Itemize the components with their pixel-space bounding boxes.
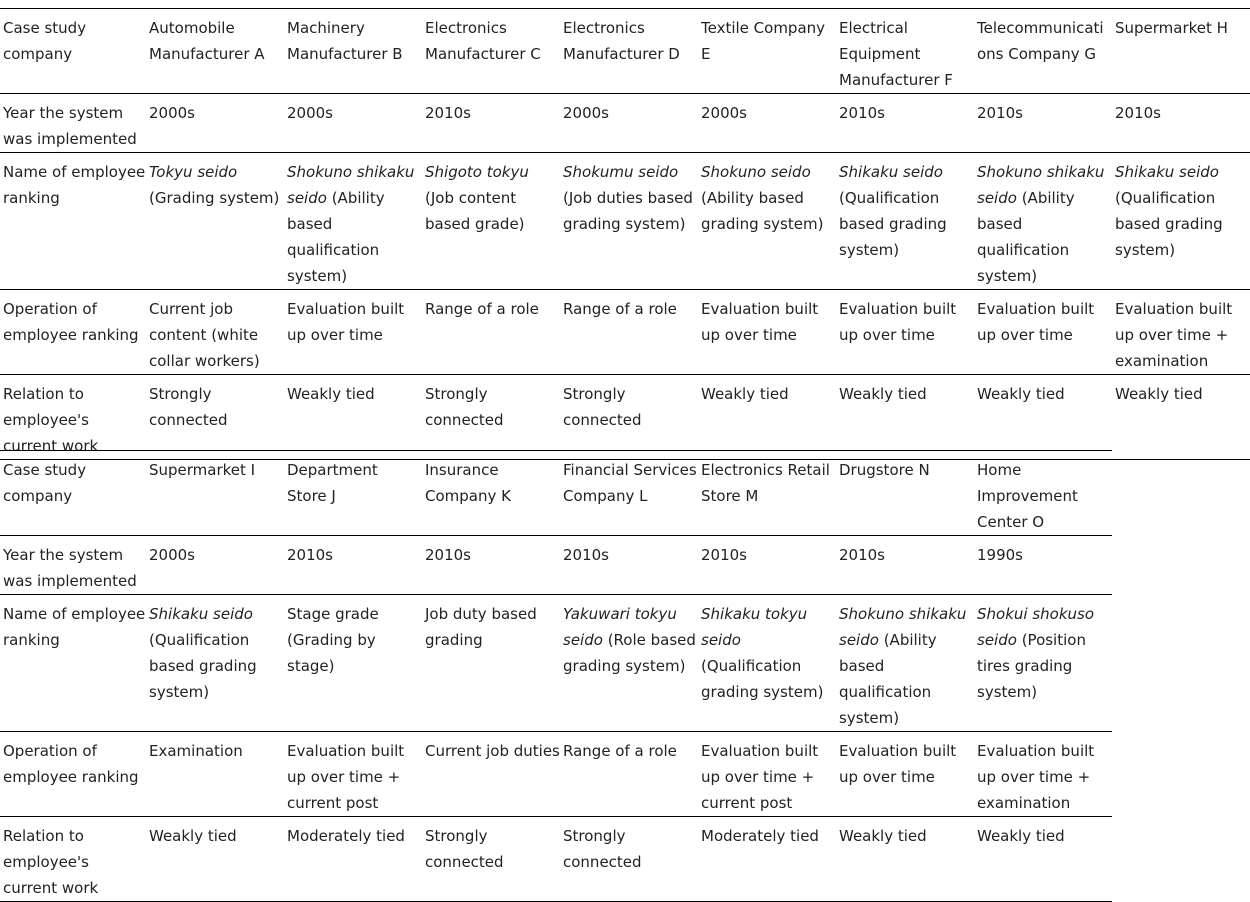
row-label: Case study company	[3, 19, 87, 63]
year-cell: 2000s	[563, 104, 609, 122]
year-cell: 2000s	[701, 104, 747, 122]
ranking-table-part-2	[0, 450, 1112, 902]
row-operation	[0, 290, 1250, 375]
relation-cell: Weakly tied	[149, 827, 237, 845]
ranking-gloss: (Qualification based grading system)	[149, 631, 257, 701]
row-operation	[0, 732, 1112, 817]
ranking-gloss: (Job content based grade)	[425, 189, 525, 233]
ranking-table-part-1	[0, 8, 1250, 460]
operation-cell: Examination	[149, 742, 243, 760]
row-label: Operation of employee ranking	[3, 300, 139, 344]
company-header: Supermarket I	[149, 461, 256, 479]
year-cell: 2000s	[149, 104, 195, 122]
ranking-term: Shikaku seido	[149, 605, 253, 623]
operation-cell: Current job duties	[425, 742, 560, 760]
ranking-term: Tokyu seido	[149, 163, 238, 181]
year-cell: 2010s	[701, 546, 747, 564]
row-name	[0, 595, 1112, 732]
ranking-term: Shokuno shikaku seido	[977, 163, 1105, 207]
relation-cell: Weakly tied	[839, 385, 927, 403]
row-label: Year the system was implemented	[3, 104, 137, 148]
year-cell: 1990s	[977, 546, 1023, 564]
relation-cell: Strongly connected	[563, 385, 642, 429]
ranking-term: Shikaku seido	[839, 163, 943, 181]
company-header: Electrical Equipment Manufacturer F	[839, 19, 953, 89]
relation-cell: Strongly connected	[563, 827, 642, 871]
operation-cell: Evaluation built up over time + examination	[1115, 300, 1233, 370]
name-cell	[560, 153, 698, 290]
operation-cell: Evaluation built up over time + examination	[977, 742, 1095, 812]
year-cell: 2000s	[149, 546, 195, 564]
operation-cell: Evaluation built up over time	[701, 300, 819, 344]
year-cell: 2010s	[287, 546, 333, 564]
row-relation	[0, 375, 1250, 460]
operation-cell: Range of a role	[563, 742, 677, 760]
row-label: Name of employee ranking	[3, 605, 146, 649]
ranking-term: Shikaku seido	[1115, 163, 1219, 181]
relation-cell: Weakly tied	[839, 827, 927, 845]
year-cell: 2010s	[977, 104, 1023, 122]
operation-cell: Evaluation built up over time + current post	[701, 742, 819, 812]
company-header: Electronics Manufacturer C	[425, 19, 541, 63]
company-header: Machinery Manufacturer B	[287, 19, 403, 63]
ranking-gloss: (Qualification grading system)	[701, 657, 824, 701]
row-label: Case study company	[3, 461, 87, 505]
name-cell	[698, 595, 836, 732]
name-cell	[284, 153, 422, 290]
row-company	[0, 9, 1250, 94]
ranking-gloss: (Role based grading system)	[563, 631, 696, 675]
ranking-gloss: (Ability based qualification system)	[977, 189, 1075, 285]
relation-cell: Strongly connected	[425, 385, 504, 429]
relation-cell: Weakly tied	[977, 385, 1065, 403]
ranking-term: Shigoto tokyu	[425, 163, 529, 181]
company-header: Home Improvement Center O	[977, 461, 1078, 531]
company-header: Financial Services Company L	[563, 461, 697, 505]
ranking-term: Shikaku tokyu seido	[701, 605, 808, 649]
row-year	[0, 94, 1250, 153]
ranking-term: Shokuno shikaku seido	[287, 163, 415, 207]
ranking-gloss: (Ability based qualification system)	[287, 189, 385, 285]
operation-cell: Current job content (white collar workers)	[149, 300, 260, 370]
ranking-gloss: (Job duties based grading system)	[563, 189, 693, 233]
row-year	[0, 536, 1112, 595]
row-label: Operation of employee ranking	[3, 742, 139, 786]
ranking-gloss: (Qualification based grading system)	[839, 189, 947, 259]
year-cell: 2010s	[563, 546, 609, 564]
name-cell	[422, 153, 560, 290]
company-header: Insurance Company K	[425, 461, 511, 505]
name-cell	[974, 153, 1112, 290]
relation-cell: Moderately tied	[701, 827, 819, 845]
ranking-term: Shokuno shikaku seido	[839, 605, 967, 649]
operation-cell: Evaluation built up over time	[839, 300, 957, 344]
year-cell: 2010s	[425, 104, 471, 122]
relation-cell: Weakly tied	[1115, 385, 1203, 403]
year-cell: 2010s	[839, 104, 885, 122]
company-header: Drugstore N	[839, 461, 930, 479]
company-header: Automobile Manufacturer A	[149, 19, 265, 63]
name-cell	[974, 595, 1112, 732]
row-relation	[0, 817, 1112, 902]
row-company	[0, 451, 1112, 536]
row-label: Relation to employee's current work	[3, 385, 99, 455]
company-header: Electronics Retail Store M	[701, 461, 830, 505]
company-header: Telecommunications Company G	[977, 19, 1104, 63]
year-cell: 2000s	[287, 104, 333, 122]
name-cell	[146, 595, 284, 732]
operation-cell: Range of a role	[425, 300, 539, 318]
relation-cell: Strongly connected	[149, 385, 228, 429]
name-cell	[284, 595, 422, 732]
name-cell	[836, 595, 974, 732]
name-cell	[1112, 153, 1250, 290]
operation-cell: Evaluation built up over time	[977, 300, 1095, 344]
row-label: Relation to employee's current work	[3, 827, 99, 897]
company-header: Electronics Manufacturer D	[563, 19, 680, 63]
ranking-gloss: Stage grade (Grading by stage)	[287, 605, 379, 675]
operation-cell: Range of a role	[563, 300, 677, 318]
relation-cell: Moderately tied	[287, 827, 405, 845]
ranking-term: Shokui shokuso seido	[977, 605, 1095, 649]
company-header: Department Store J	[287, 461, 378, 505]
row-name	[0, 153, 1250, 290]
name-cell	[560, 595, 698, 732]
operation-cell: Evaluation built up over time + current post	[287, 742, 405, 812]
company-header: Textile Company E	[701, 19, 826, 63]
year-cell: 2010s	[425, 546, 471, 564]
ranking-gloss: (Qualification based grading system)	[1115, 189, 1223, 259]
row-label: Year the system was implemented	[3, 546, 137, 590]
operation-cell: Evaluation built up over time	[839, 742, 957, 786]
ranking-gloss: Job duty based grading	[425, 605, 537, 649]
name-cell	[836, 153, 974, 290]
ranking-term: Shokuno seido	[701, 163, 811, 181]
ranking-gloss: (Position tires grading system)	[977, 631, 1086, 701]
relation-cell: Weakly tied	[287, 385, 375, 403]
ranking-term: Yakuwari tokyu seido	[563, 605, 677, 649]
ranking-gloss: (Grading system)	[149, 189, 280, 207]
ranking-term: Shokumu seido	[563, 163, 679, 181]
operation-cell: Evaluation built up over time	[287, 300, 405, 344]
name-cell	[422, 595, 560, 732]
name-cell	[146, 153, 284, 290]
year-cell: 2010s	[1115, 104, 1161, 122]
ranking-gloss: (Ability based qualification system)	[839, 631, 937, 727]
relation-cell: Weakly tied	[701, 385, 789, 403]
row-label: Name of employee ranking	[3, 163, 146, 207]
ranking-gloss: (Ability based grading system)	[701, 189, 824, 233]
name-cell	[698, 153, 836, 290]
relation-cell: Weakly tied	[977, 827, 1065, 845]
relation-cell: Strongly connected	[425, 827, 504, 871]
company-header: Supermarket H	[1115, 19, 1228, 37]
year-cell: 2010s	[839, 546, 885, 564]
